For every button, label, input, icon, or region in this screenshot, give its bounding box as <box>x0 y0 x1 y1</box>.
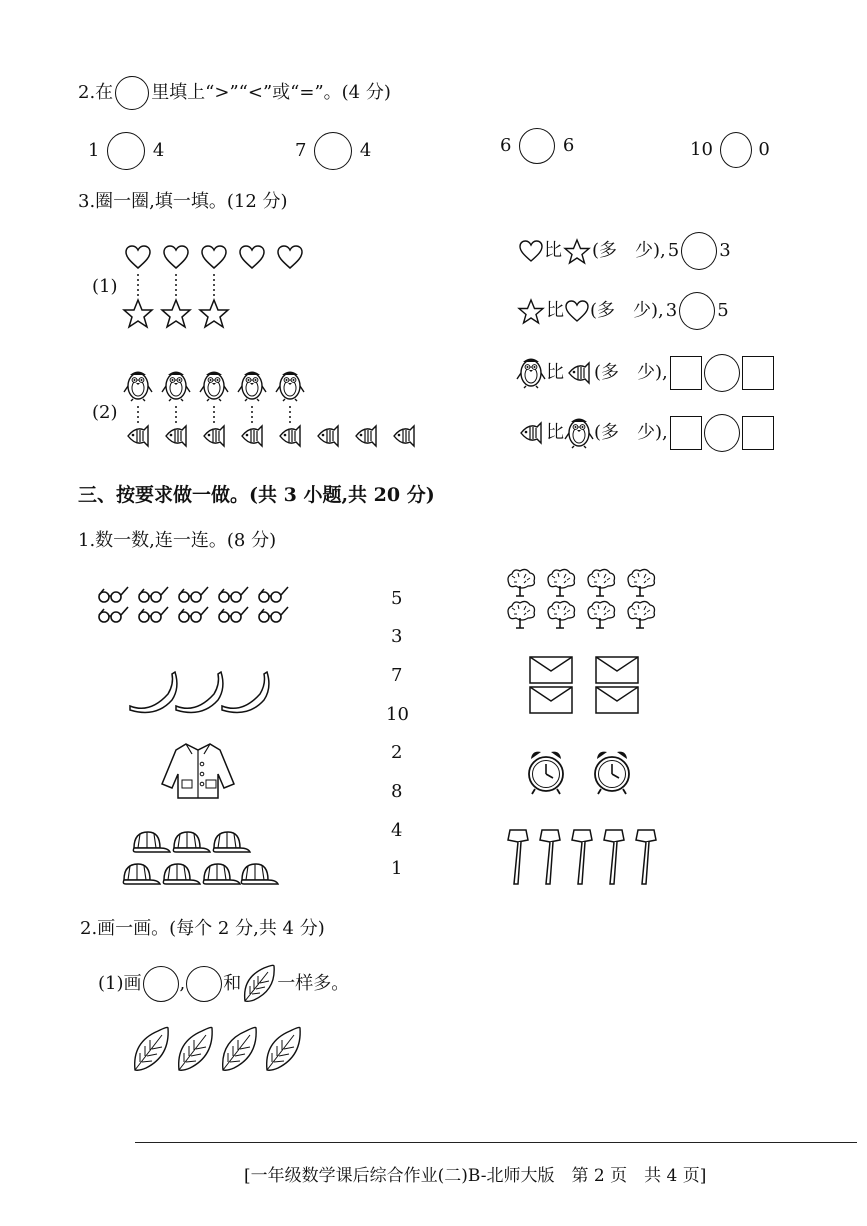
q3-part1-label: (1) <box>92 276 118 297</box>
hearts-stars-figure <box>120 240 320 335</box>
penguin-icon <box>566 416 592 450</box>
draw-suffix: 一样多。 <box>277 973 350 994</box>
answer-box[interactable] <box>742 356 774 390</box>
penguin-icon <box>276 372 304 402</box>
envelope-icon <box>596 687 638 713</box>
circle-shape <box>143 966 179 1002</box>
heart-icon <box>278 246 302 268</box>
q3-line1 <box>520 232 731 270</box>
answer-circle[interactable] <box>704 354 740 392</box>
answer-circle[interactable] <box>679 292 715 330</box>
coat-icon <box>158 740 238 802</box>
compare-word: 比 <box>546 422 564 443</box>
glasses-icon <box>219 587 248 602</box>
answer-circle[interactable] <box>681 232 717 270</box>
alarm-clock-icon <box>529 752 563 794</box>
q2-title-prefix: 2.在 <box>78 82 114 103</box>
penguin-icon <box>200 372 228 402</box>
clocks-group <box>524 744 650 800</box>
trees-group <box>504 566 664 634</box>
envelope-icon <box>530 657 572 683</box>
answer-box[interactable] <box>670 356 702 390</box>
draw-instruction <box>98 964 349 1004</box>
draw-title: 2.画一画。(每个 2 分,共 4 分) <box>80 918 325 939</box>
answer-box[interactable] <box>742 416 774 450</box>
tree-icon <box>548 569 575 596</box>
answer-box[interactable] <box>670 416 702 450</box>
fish-icon <box>128 426 148 446</box>
q2-title <box>78 76 391 110</box>
penguin-icon <box>162 372 190 402</box>
glasses-icon <box>99 607 128 622</box>
separator: , <box>179 973 186 994</box>
penguin-icon <box>518 356 544 390</box>
compare-left-number: 7 <box>295 140 307 161</box>
heart-icon <box>520 240 542 262</box>
leaf-icon <box>135 1027 168 1070</box>
fish-icon <box>518 422 544 444</box>
compare-word: 比 <box>544 240 562 261</box>
star-icon <box>518 298 544 324</box>
heart-icon <box>202 246 226 268</box>
q3-part2-label: (2) <box>92 402 118 423</box>
fish-icon <box>280 426 300 446</box>
glasses-icon <box>179 587 208 602</box>
axe-icon <box>540 830 560 884</box>
penguin-icon <box>238 372 266 402</box>
star-icon <box>124 300 152 327</box>
leaf-icon <box>267 1027 300 1070</box>
envelope-icon <box>596 657 638 683</box>
compare-right-number: 6 <box>562 135 575 156</box>
tree-icon <box>628 569 655 596</box>
footer-text: [一年级数学课后综合作业(二)B-北师大版 第 2 页 共 4 页] <box>244 1166 707 1186</box>
glasses-icon <box>179 607 208 622</box>
more-less-choice[interactable]: (多 少), <box>594 362 668 383</box>
leaf-icon <box>179 1027 212 1070</box>
cap-icon <box>213 832 250 852</box>
alarm-clock-icon <box>595 752 629 794</box>
answer-circle[interactable] <box>519 128 555 164</box>
count-number[interactable]: 7 <box>391 665 403 686</box>
fish-icon <box>566 362 592 384</box>
axe-icon <box>508 830 528 884</box>
banana-icon <box>130 672 177 712</box>
q3-line3 <box>518 354 774 392</box>
cap-icon <box>163 864 200 884</box>
glasses-icon <box>259 607 288 622</box>
cap-icon <box>133 832 170 852</box>
compare-right-number: 0 <box>758 139 770 160</box>
bananas-group <box>126 668 276 716</box>
banana-icon <box>222 672 269 712</box>
cap-icon <box>241 864 278 884</box>
glasses-icon <box>139 607 168 622</box>
caps-group <box>120 828 280 890</box>
compare-item-3 <box>500 128 574 164</box>
glasses-icon <box>139 587 168 602</box>
circle-shape <box>186 966 222 1002</box>
glasses-group <box>96 585 296 629</box>
compare-right-number: 4 <box>359 140 372 161</box>
tree-icon <box>508 569 535 596</box>
star-icon <box>162 300 190 327</box>
fish-icon <box>166 426 186 446</box>
compare-word: 比 <box>546 300 564 321</box>
glasses-icon <box>219 607 248 622</box>
heart-icon <box>164 246 188 268</box>
fish-icon <box>318 426 338 446</box>
heart-icon <box>126 246 150 268</box>
compare-word: 比 <box>546 362 564 383</box>
answer-circle[interactable] <box>107 132 145 170</box>
tree-icon <box>588 601 615 628</box>
footer-divider <box>135 1142 857 1143</box>
fish-icon <box>394 426 414 446</box>
tree-icon <box>588 569 615 596</box>
number: 5 <box>667 240 680 261</box>
tree-icon <box>508 601 535 628</box>
count-number[interactable]: 4 <box>391 820 403 841</box>
star-icon <box>200 300 228 327</box>
count-number[interactable]: 2 <box>391 742 403 763</box>
compare-left-number: 6 <box>500 135 512 156</box>
fish-icon <box>204 426 224 446</box>
compare-left-number: 10 <box>690 139 713 160</box>
count-number[interactable]: 1 <box>391 858 403 879</box>
penguin-icon <box>124 372 152 402</box>
axe-icon <box>604 830 624 884</box>
count-number[interactable]: 10 <box>386 704 409 725</box>
q3-title: 3.圈一圈,填一填。(12 分) <box>78 191 288 212</box>
count-number[interactable]: 3 <box>391 626 403 647</box>
heart-icon <box>566 300 588 322</box>
banana-icon <box>176 672 223 712</box>
glasses-icon <box>99 587 128 602</box>
glasses-icon <box>259 587 288 602</box>
more-less-choice[interactable]: (多 少), <box>594 422 668 443</box>
more-less-choice[interactable]: (多 少), <box>590 300 664 321</box>
compare-left-number: 1 <box>88 140 100 161</box>
compare-item-2 <box>295 132 371 170</box>
cap-icon <box>123 864 160 884</box>
more-less-choice[interactable]: (多 少), <box>592 240 666 261</box>
star-icon <box>564 238 590 264</box>
answer-circle[interactable] <box>720 132 752 168</box>
leaf-icon <box>242 964 276 1004</box>
answer-circle[interactable] <box>704 414 740 452</box>
compare-right-number: 4 <box>152 140 165 161</box>
answer-circle-example <box>115 76 149 110</box>
fish-icon <box>356 426 376 446</box>
leaves-group <box>130 1024 310 1072</box>
answer-circle[interactable] <box>314 132 352 170</box>
section3-q1-title: 1.数一数,连一连。(8 分) <box>78 530 277 551</box>
tree-icon <box>548 601 575 628</box>
q3-line4 <box>518 414 774 452</box>
number: 3 <box>719 240 731 261</box>
fish-icon <box>242 426 262 446</box>
axes-group <box>502 828 672 888</box>
tree-icon <box>628 601 655 628</box>
envelope-icon <box>530 687 572 713</box>
and-word: 和 <box>223 973 242 994</box>
leaf-icon <box>223 1027 256 1070</box>
count-number[interactable]: 5 <box>391 588 403 609</box>
section3-title: 三、按要求做一做。(共 3 小题,共 20 分) <box>78 484 435 506</box>
envelopes-group <box>526 655 642 717</box>
count-number[interactable]: 8 <box>391 781 403 802</box>
heart-icon <box>240 246 264 268</box>
axe-icon <box>572 830 592 884</box>
draw-prefix: (1)画 <box>98 973 142 994</box>
penguins-fish-figure <box>120 368 430 454</box>
compare-item-4 <box>690 132 770 168</box>
number: 3 <box>665 300 678 321</box>
axe-icon <box>636 830 656 884</box>
cap-icon <box>203 864 240 884</box>
compare-item-1 <box>88 132 164 170</box>
q2-title-rest: 里填上“>”“<”或“=”。(4 分) <box>151 82 391 103</box>
cap-icon <box>173 832 210 852</box>
q3-line2 <box>518 292 729 330</box>
number: 5 <box>717 300 729 321</box>
